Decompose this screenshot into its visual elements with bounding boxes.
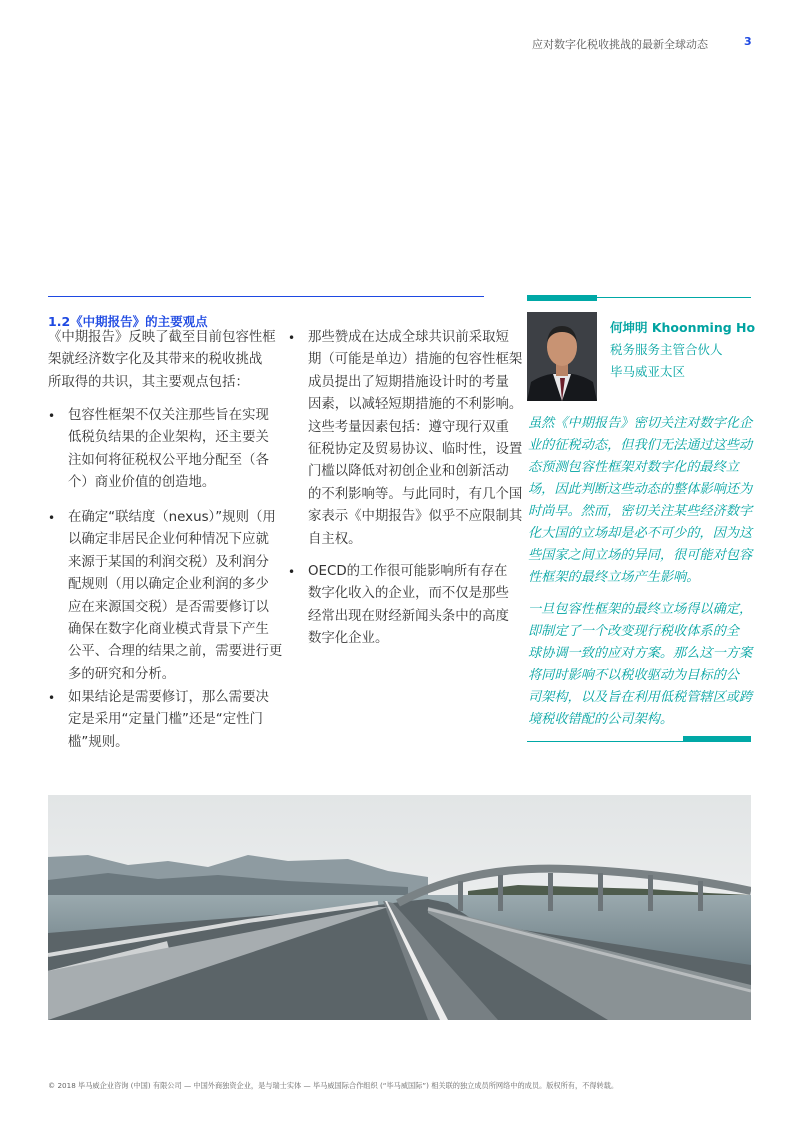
pull-quote <box>528 413 752 589</box>
text-line: 球协调一致的应对方案。那么这一方案 <box>528 646 753 661</box>
bullet-icon: • <box>288 331 296 345</box>
text-line: 一旦包容性框架的最终立场得以确定， <box>528 602 753 617</box>
bullet-icon: • <box>288 565 296 579</box>
author-title: 税务服务主管合伙人 <box>610 342 723 357</box>
text-line: 业的征税动态，但我们无法通过这些动 <box>528 438 753 453</box>
text-line: 因素，以减轻短期措施的不利影响。 <box>308 397 523 413</box>
text-line: 数字化企业。 <box>308 631 389 647</box>
text-line: 境税收错配的公司架构。 <box>528 712 674 727</box>
coastal-road-photo <box>48 795 751 1020</box>
text-line: 场，因此判断这些动态的整体影响还为 <box>528 482 753 497</box>
text-line: 公平、合理的结果之前，需要进行更 <box>68 644 283 660</box>
text-line: 自主权。 <box>308 531 362 547</box>
text-line: 化大国的立场却是必不可少的，因为这 <box>528 526 753 541</box>
author-photo <box>527 312 597 401</box>
text-line: 些国家之间立场的异同，很可能对包容 <box>528 548 753 563</box>
text-line: 成员提出了短期措施设计时的考量 <box>308 374 509 390</box>
bullet-item <box>288 561 509 651</box>
text-line: 《中期报告》反映了截至目前包容性框 <box>48 330 276 345</box>
copyright-footer: © 2018 毕马威企业咨询 (中国) 有限公司 — 中国外商独资企业，是与瑞士实体 — 毕马威国际合作组织 (“毕马威国际”) 相关联的独立成员所网络中的成员。版权所有，不得转载。 <box>48 1081 619 1090</box>
text-line: 所取得的共识，其主要观点包括： <box>48 374 249 390</box>
text-line: 数字化收入的企业，而不仅是那些 <box>308 586 509 602</box>
author-name: 何坤明 Khoonming Ho <box>610 320 756 335</box>
text-line: 门槛以降低对初创企业和创新活动 <box>308 464 509 480</box>
text-line: 经常出现在财经新闻头条中的高度 <box>308 608 509 624</box>
text-line: 定是采用“定量门槛”还是“定性门 <box>68 712 263 728</box>
text-line: 配规则（用以确定企业利润的多少 <box>68 577 269 593</box>
text-line: 那些赞成在达成全球共识前采取短 <box>308 330 509 345</box>
text-line: 虽然《中期报告》密切关注对数字化企 <box>528 416 753 431</box>
text-line: 包容性框架不仅关注那些旨在实现 <box>68 408 269 423</box>
bullet-icon: • <box>48 511 56 525</box>
text-line: 应在来源国交税）是否需要修订以 <box>68 599 269 615</box>
author-region: 毕马威亚太区 <box>610 364 686 379</box>
text-line: 注如何将征税权公平地分配至（各 <box>68 452 269 468</box>
text-line: 家表示《中期报告》似乎不应限制其 <box>308 509 523 525</box>
bullet-item <box>48 687 269 754</box>
sidebar-top-accent <box>527 295 597 301</box>
pull-quote <box>528 599 752 731</box>
text-line: 即制定了一个改变现行税收体系的全 <box>528 624 739 639</box>
text-line: 这些考量因素包括：遵守现行双重 <box>308 419 509 435</box>
section-heading: 1.2《中期报告》的主要观点 <box>48 314 208 329</box>
intro-paragraph <box>48 327 276 394</box>
bullet-item <box>288 327 523 551</box>
sidebar-bottom-accent <box>683 736 751 742</box>
text-line: 个）商业价值的创造地。 <box>68 475 216 491</box>
text-line: 时尚早。然而，密切关注某些经济数字 <box>528 504 753 519</box>
text-line: 在确定“联结度（nexus）”规则（用 <box>68 510 276 525</box>
text-line: 期（可能是单边）措施的包容性框架 <box>308 352 523 368</box>
text-line: 以确定非居民企业何种情况下应就 <box>68 532 269 548</box>
text-line: 架就经济数字化及其带来的税收挑战 <box>48 352 263 368</box>
section-divider <box>48 296 484 297</box>
text-line: 征税协定及贸易协议、临时性，设置 <box>308 442 523 458</box>
text-line: 确保在数字化商业模式背景下产生 <box>68 622 269 638</box>
text-line: 态预测包容性框架对数字化的最终立 <box>528 460 739 475</box>
bullet-item <box>48 405 269 495</box>
text-line: 来源于某国的利润交税）及利润分 <box>68 554 269 570</box>
text-line: 的不利影响等。与此同时，有几个国 <box>308 486 523 502</box>
text-line: 司架构，以及旨在利用低税管辖区或跨 <box>528 690 753 705</box>
bullet-icon: • <box>48 691 56 705</box>
text-line: 如果结论是需要修订，那么需要决 <box>68 690 269 705</box>
text-line: 将同时影响不以税收驱动为目标的公 <box>528 668 739 683</box>
text-line: 多的研究和分析。 <box>68 666 176 682</box>
text-line: 槛”规则。 <box>68 734 129 750</box>
bullet-item <box>48 507 283 686</box>
running-header-title: 应对数字化税收挑战的最新全球动态 <box>532 38 708 51</box>
bullet-icon: • <box>48 409 56 423</box>
text-line: 低税负结果的企业架构，还主要关 <box>68 430 269 446</box>
page-number: 3 <box>744 35 752 48</box>
text-line: OECD的工作很可能影响所有存在 <box>308 564 508 579</box>
text-line: 性框架的最终立场产生影响。 <box>528 570 700 585</box>
